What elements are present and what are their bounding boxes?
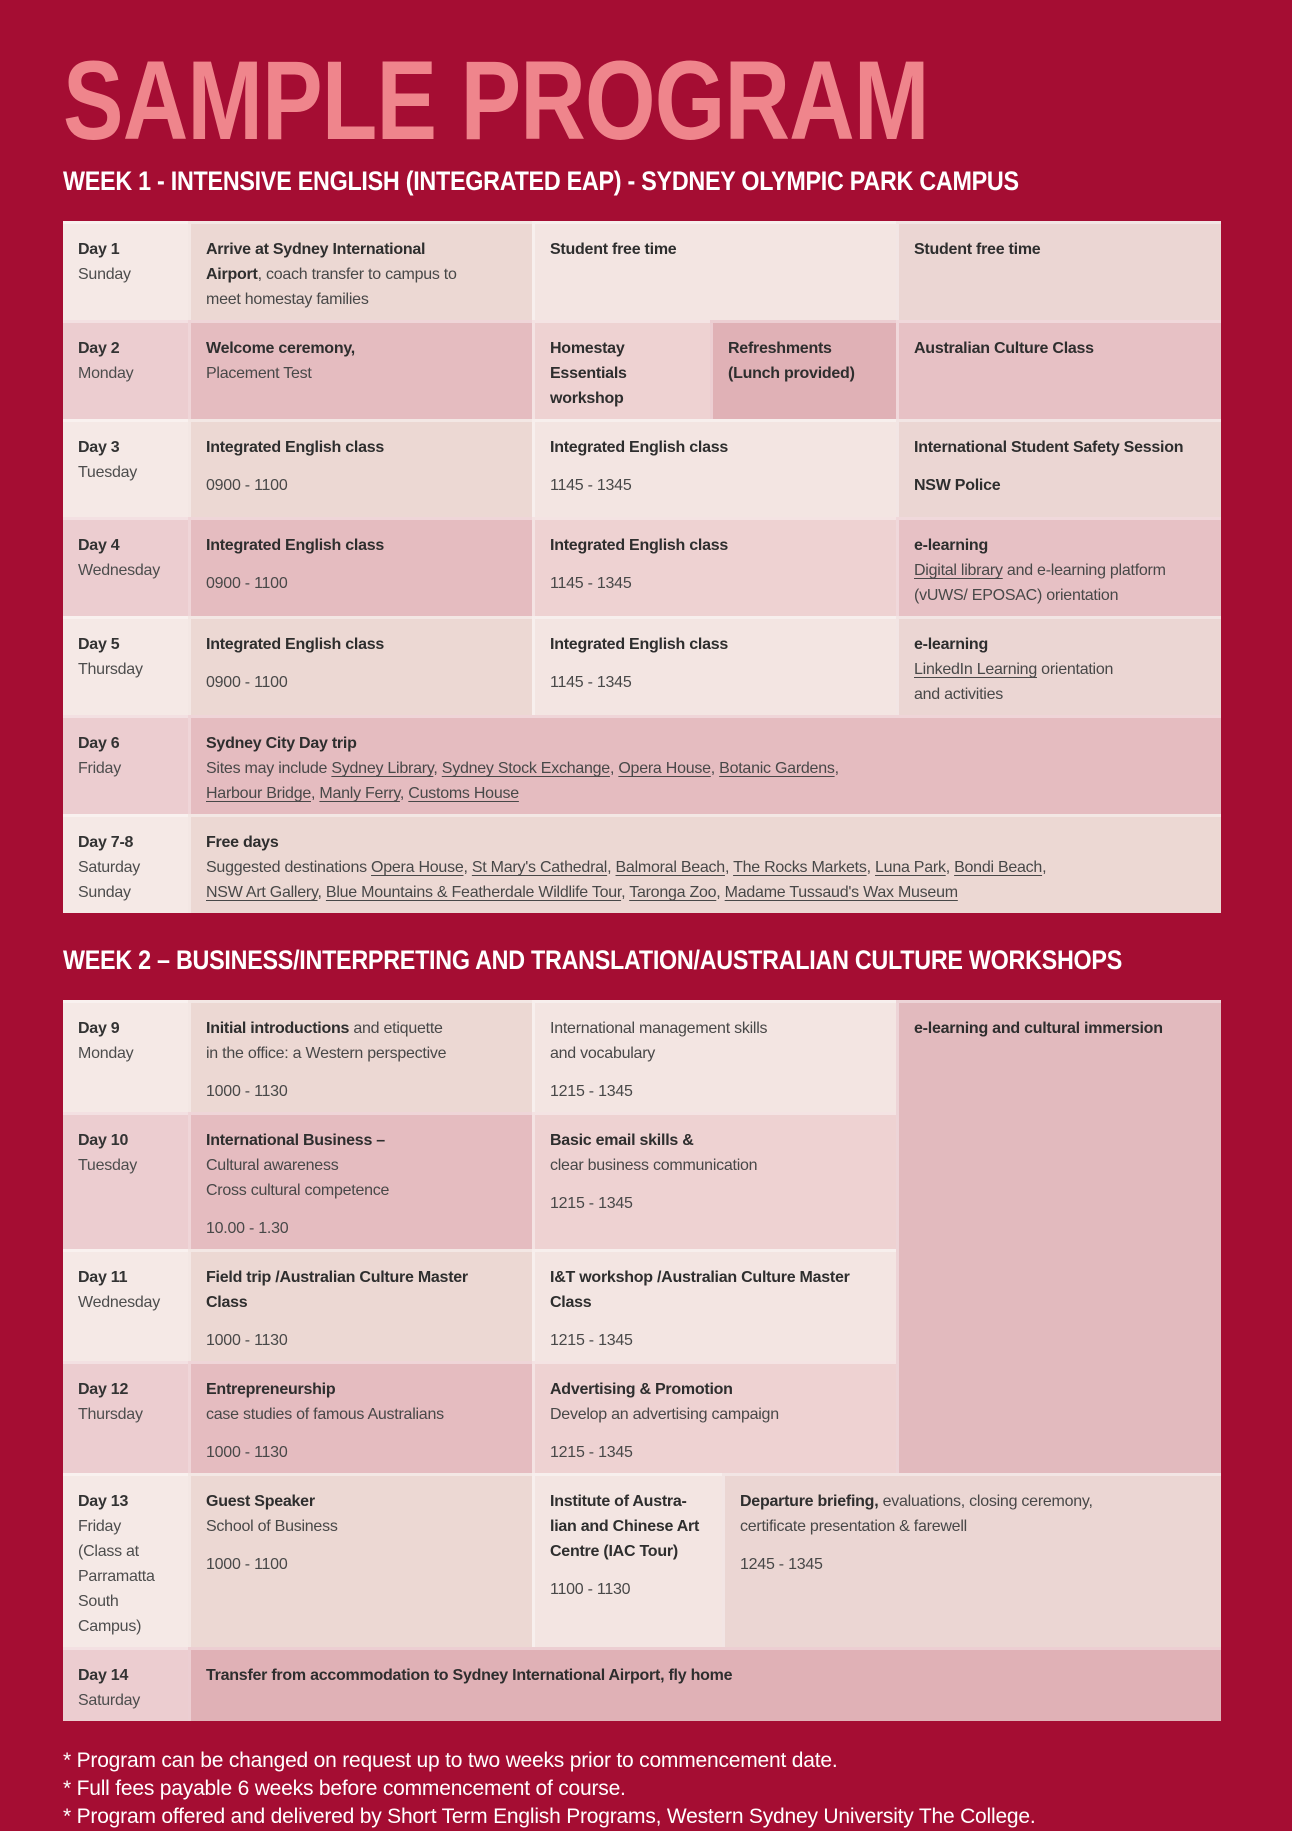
cell-text: Day 9	[78, 1020, 120, 1038]
day-cell	[63, 1361, 188, 1473]
cell-text: Field trip /Australian Culture Master	[206, 1269, 468, 1287]
destination-link[interactable]: Blue Mountains & Featherdale Wildlife Tour	[325, 884, 622, 902]
cell-text: 1000 - 1130	[206, 1332, 288, 1350]
cell-text: in the office: a Western perspective	[206, 1045, 447, 1063]
week2-heading: WEEK 2 – BUSINESS/INTERPRETING AND TRANSLATION/AUSTRALIAN CULTURE WORKSHOPS	[63, 945, 1123, 976]
cell-text: 10.00 - 1.30	[206, 1220, 289, 1238]
destination-link[interactable]: Botanic Gardens	[719, 760, 835, 778]
cell-text: Essentials	[550, 365, 627, 383]
page-title: SAMPLE PROGRAM	[63, 38, 929, 163]
cell-text: Cultural awareness	[206, 1157, 339, 1175]
table-row	[63, 320, 1221, 419]
cell-text: Parramatta	[78, 1568, 155, 1586]
cell-text: Transfer from accommodation to Sydney International Airport, fly home	[206, 1667, 733, 1685]
cell-text: Student free time	[550, 241, 677, 259]
day-cell	[63, 1473, 188, 1647]
cell-text: Integrated English class	[206, 636, 385, 654]
cell-text: 1000 - 1130	[206, 1083, 288, 1101]
week1-schedule-table	[63, 221, 1221, 913]
cell-text: clear business communication	[550, 1157, 758, 1175]
cell-text: ,	[399, 785, 409, 803]
cell-text: case studies of famous Australians	[206, 1406, 444, 1424]
cell-text: Entrepreneurship	[206, 1381, 336, 1399]
cell-text: Day 12	[78, 1381, 129, 1399]
cell-text: and activities	[914, 686, 1003, 704]
cell-text: lian and Chinese Art	[550, 1518, 700, 1536]
cell-text: Centre (IAC Tour)	[550, 1543, 678, 1561]
schedule-cell	[896, 221, 1221, 320]
cell-text: Arrive at Sydney International	[206, 241, 426, 259]
cell-text: ,	[716, 884, 725, 902]
footnotes	[63, 1747, 1292, 1831]
day-cell	[63, 1000, 188, 1112]
cell-text: Welcome ceremony,	[206, 340, 355, 358]
schedule-cell	[532, 1361, 896, 1473]
destination-link[interactable]: The Rocks Markets	[733, 859, 867, 877]
cell-text: Integrated English class	[550, 537, 729, 555]
schedule-cell	[710, 320, 896, 419]
schedule-cell	[896, 320, 1221, 419]
footnote: * Full fees payable 6 weeks before commencement of course.	[63, 1777, 626, 1801]
cell-text: (Class at	[78, 1543, 139, 1561]
cell-text: 0900 - 1100	[206, 575, 288, 593]
cell-text: Day 7-8	[78, 834, 134, 852]
table-row	[63, 1000, 1221, 1112]
cell-text: Day 10	[78, 1132, 129, 1150]
destination-link[interactable]: St Mary's Cathedral	[471, 859, 608, 877]
cell-text: Institute of Austra-	[550, 1493, 687, 1511]
cell-text: ,	[724, 859, 734, 877]
cell-text: Integrated English class	[206, 537, 385, 555]
cell-text: 0900 - 1100	[206, 477, 288, 495]
cell-text: 1145 - 1345	[550, 575, 632, 593]
day-cell	[63, 320, 188, 419]
cell-text: ,	[463, 859, 472, 877]
cell-text: 1000 - 1100	[206, 1556, 288, 1574]
schedule-cell	[722, 1473, 1221, 1647]
cell-text: Free days	[206, 834, 279, 852]
cell-text: NSW Police	[914, 477, 1001, 495]
schedule-cell	[188, 419, 532, 517]
cell-text: ,	[1042, 859, 1047, 877]
cell-text: Day 13	[78, 1493, 129, 1511]
cell-text: and etiquette	[349, 1020, 443, 1038]
cell-text: Wednesday	[78, 1294, 160, 1312]
cell-text: (vUWS/ EPOSAC) orientation	[914, 587, 1119, 605]
schedule-cell	[188, 1361, 532, 1473]
table-row	[63, 419, 1221, 517]
schedule-cell	[188, 221, 532, 320]
cell-text: ,	[621, 884, 630, 902]
destination-link[interactable]: Madame Tussaud's Wax Museum	[724, 884, 958, 902]
table-row	[63, 517, 1221, 616]
cell-text: Homestay	[550, 340, 625, 358]
cell-text: Departure briefing,	[740, 1493, 879, 1511]
cell-text: Campus)	[78, 1618, 142, 1636]
cell-text: 0900 - 1100	[206, 674, 288, 692]
cell-text: evaluations, closing ceremony,	[878, 1493, 1093, 1511]
destination-link[interactable]: Opera House	[618, 760, 711, 778]
cell-text: and vocabulary	[550, 1045, 656, 1063]
schedule-cell	[532, 517, 896, 616]
table-row	[63, 221, 1221, 320]
cell-text: Day 4	[78, 537, 120, 555]
cell-text: Friday	[78, 1518, 121, 1536]
cell-text: Day 14	[78, 1667, 129, 1685]
schedule-cell	[532, 221, 896, 320]
cell-text: workshop	[550, 390, 624, 408]
cell-text: Monday	[78, 1045, 134, 1063]
cell-text: Develop an advertising campaign	[550, 1406, 779, 1424]
destination-link[interactable]: Taronga Zoo	[629, 884, 717, 902]
cell-text: Guest Speaker	[206, 1493, 315, 1511]
cell-text: Australian Culture Class	[914, 340, 1094, 358]
table-row	[63, 814, 1221, 913]
schedule-cell	[532, 1000, 896, 1112]
cell-text: Monday	[78, 365, 134, 383]
cell-text: Initial introductions	[206, 1020, 350, 1038]
cell-text: I&T workshop /Australian Culture Master	[550, 1269, 850, 1287]
cell-text: 1145 - 1345	[550, 477, 632, 495]
cell-text: Sunday	[78, 266, 131, 284]
schedule-cell	[188, 320, 532, 419]
cell-text: Class	[550, 1294, 592, 1312]
cell-text: Sunday	[78, 884, 131, 902]
cell-text: Saturday	[78, 1692, 141, 1710]
cell-text: 1000 - 1130	[206, 1444, 288, 1462]
day-cell	[63, 221, 188, 320]
cell-text: certificate presentation & farewell	[740, 1518, 967, 1536]
destination-link[interactable]: Harbour Bridge	[206, 785, 311, 803]
cell-text: (Lunch provided)	[728, 365, 855, 383]
cell-text: and e-learning platform	[1002, 562, 1166, 580]
week2-schedule-table	[63, 1000, 1221, 1721]
day-cell	[63, 419, 188, 517]
cell-text: ,	[607, 859, 616, 877]
destination-link[interactable]: Sydney Stock Exchange	[441, 760, 610, 778]
cell-text: Integrated English class	[206, 439, 385, 457]
cell-text: Placement Test	[206, 365, 312, 383]
cell-text: 1145 - 1345	[550, 674, 632, 692]
schedule-cell	[532, 419, 896, 517]
cell-text: Integrated English class	[550, 439, 729, 457]
cell-text: e-learning	[914, 636, 988, 654]
day-cell	[63, 715, 188, 814]
cell-text: Sydney City Day trip	[206, 735, 357, 753]
cell-text: ,	[609, 760, 619, 778]
schedule-cell	[188, 715, 1221, 814]
cell-text: Sites may include	[206, 760, 332, 778]
cell-text: ,	[317, 884, 326, 902]
cell-text: Cross cultural competence	[206, 1182, 390, 1200]
cell-text: 1245 - 1345	[740, 1556, 823, 1574]
cell-text: Day 3	[78, 439, 120, 457]
schedule-cell	[188, 1647, 1221, 1721]
cell-text: 1215 - 1345	[550, 1444, 633, 1462]
schedule-cell	[532, 320, 710, 419]
table-row	[63, 715, 1221, 814]
cell-text: orientation	[1036, 661, 1114, 679]
cell-text: Student free time	[914, 241, 1041, 259]
footnote: * Program can be changed on request up to two weeks prior to commencement date.	[63, 1749, 838, 1773]
cell-text: Day 1	[78, 241, 120, 259]
day-cell	[63, 517, 188, 616]
cell-text: Wednesday	[78, 562, 160, 580]
week1-heading: WEEK 1 - INTENSIVE ENGLISH (INTEGRATED EAP) - SYDNEY OLYMPIC PARK CAMPUS	[63, 166, 1019, 197]
table-row	[63, 1647, 1221, 1721]
destination-link[interactable]: Sydney Library	[331, 760, 434, 778]
schedule-cell	[188, 1112, 532, 1249]
schedule-cell	[896, 419, 1221, 517]
cell-text: School of Business	[206, 1518, 338, 1536]
schedule-cell	[188, 814, 1221, 913]
cell-text: Saturday	[78, 859, 141, 877]
cell-text: Tuesday	[78, 464, 138, 482]
destination-link[interactable]: NSW Art Gallery	[206, 884, 318, 902]
schedule-cell	[188, 616, 532, 715]
day-cell	[63, 1112, 188, 1249]
cell-text: South	[78, 1593, 119, 1611]
cell-text: Suggested destinations	[206, 859, 372, 877]
cell-text: ,	[433, 760, 442, 778]
schedule-cell	[532, 1112, 896, 1249]
destination-link[interactable]: Balmoral Beach	[615, 859, 725, 877]
schedule-cell	[532, 1473, 722, 1647]
footnote: * Program offered and delivered by Short Term English Programs, Western Sydney University The College.	[63, 1805, 1036, 1829]
day-cell	[63, 814, 188, 913]
cell-text: Day 6	[78, 735, 120, 753]
schedule-cell	[896, 1000, 1221, 1473]
cell-text: Day 2	[78, 340, 120, 358]
cell-text: ,	[311, 785, 320, 803]
cell-text: ,	[710, 760, 720, 778]
schedule-cell	[188, 1473, 532, 1647]
cell-text: International Student Safety Session	[914, 439, 1184, 457]
cell-text: ,	[834, 760, 839, 778]
destination-link[interactable]: Luna Park	[875, 859, 946, 877]
cell-text: e-learning and cultural immersion	[914, 1020, 1163, 1038]
cell-text: Day 11	[78, 1269, 128, 1287]
destination-link[interactable]: Manly Ferry	[319, 785, 400, 803]
cell-text: ,	[945, 859, 955, 877]
cell-text: Thursday	[78, 661, 143, 679]
cell-text: International Business –	[206, 1132, 385, 1150]
cell-text: Airport	[206, 266, 258, 284]
cell-text: 1215 - 1345	[550, 1332, 633, 1350]
cell-text: Day 5	[78, 636, 120, 654]
cell-text: Tuesday	[78, 1157, 138, 1175]
page	[0, 38, 1292, 1831]
cell-text: 1215 - 1345	[550, 1083, 633, 1101]
destination-link[interactable]: LinkedIn Learning	[914, 661, 1037, 679]
cell-text: 1100 - 1130	[550, 1581, 631, 1599]
schedule-cell	[896, 616, 1221, 715]
schedule-cell	[188, 1000, 532, 1112]
day-cell	[63, 1249, 188, 1361]
schedule-cell	[532, 1249, 896, 1361]
cell-text: Class	[206, 1294, 248, 1312]
table-row	[63, 616, 1221, 715]
schedule-cell	[532, 616, 896, 715]
table-row	[63, 1473, 1221, 1647]
cell-text: ,	[866, 859, 876, 877]
destination-link[interactable]: Digital library	[914, 562, 1003, 580]
cell-text: Thursday	[78, 1406, 143, 1424]
cell-text: International management skills	[550, 1020, 768, 1038]
cell-text: Refreshments	[728, 340, 832, 358]
schedule-cell	[188, 1249, 532, 1361]
destination-link[interactable]: Bondi Beach	[954, 859, 1043, 877]
cell-text: Friday	[78, 760, 121, 778]
cell-text: Integrated English class	[550, 636, 729, 654]
destination-link[interactable]: Opera House	[371, 859, 464, 877]
cell-text: e-learning	[914, 537, 988, 555]
cell-text: meet homestay families	[206, 291, 369, 309]
cell-text: Basic email skills &	[550, 1132, 694, 1150]
schedule-cell	[188, 517, 532, 616]
cell-text: 1215 - 1345	[550, 1195, 633, 1213]
destination-link[interactable]: Customs House	[408, 785, 519, 803]
schedule-cell	[896, 517, 1221, 616]
cell-text: Advertising & Promotion	[550, 1381, 733, 1399]
day-cell	[63, 616, 188, 715]
day-cell	[63, 1647, 188, 1721]
cell-text: , coach transfer to campus to	[257, 266, 457, 284]
